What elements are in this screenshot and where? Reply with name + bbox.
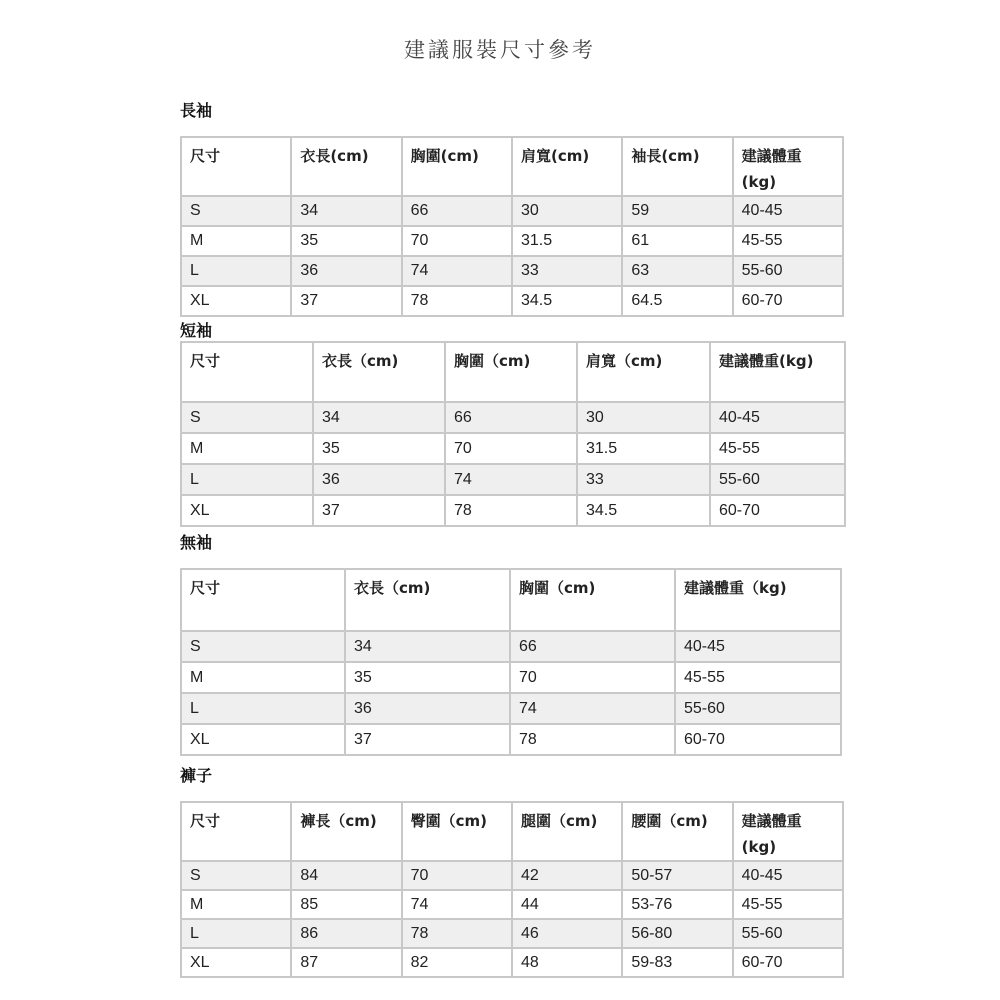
table-cell: 53-76 [622, 890, 732, 919]
table-cell: 33 [577, 464, 710, 495]
table-row [181, 286, 843, 316]
section-title-long-sleeve: 長袖 [180, 101, 213, 120]
table-row [181, 861, 843, 890]
table-cell: 45-55 [675, 662, 841, 693]
table-cell: S [181, 402, 313, 433]
table-cell: 74 [402, 256, 512, 286]
header-length: 衣長（cm) [345, 569, 510, 631]
table-cell: 30 [512, 196, 622, 226]
table-cell: 37 [345, 724, 510, 755]
table-cell: 42 [512, 861, 622, 890]
table-cell: XL [181, 286, 291, 316]
table-cell: 50-57 [622, 861, 732, 890]
table-cell: 78 [402, 286, 512, 316]
table-cell: 45-55 [733, 226, 843, 256]
table-cell: S [181, 196, 291, 226]
section-title-sleeveless: 無袖 [180, 533, 213, 552]
table-cell: 84 [291, 861, 401, 890]
table-cell: 30 [577, 402, 710, 433]
header-shoulder: 肩寬(cm) [512, 137, 622, 196]
table-cell: 34 [345, 631, 510, 662]
table-cell: 40-45 [733, 861, 843, 890]
table-cell: 70 [402, 226, 512, 256]
table-cell: 55-60 [733, 256, 843, 286]
table-row [181, 724, 841, 755]
table-cell: 82 [402, 948, 512, 977]
pants-size-table [180, 801, 844, 978]
header-shoulder: 肩寬（cm) [577, 342, 710, 402]
table-cell: 61 [622, 226, 732, 256]
header-size: 尺寸 [181, 569, 345, 631]
short-sleeve-size-table [180, 341, 846, 527]
table-cell: 70 [445, 433, 577, 464]
header-pants-length: 褲長（cm) [291, 802, 401, 861]
header-length: 衣長（cm) [313, 342, 445, 402]
table-cell: 64.5 [622, 286, 732, 316]
table-cell: 31.5 [577, 433, 710, 464]
table-row [181, 919, 843, 948]
table-row [181, 662, 841, 693]
table-cell: 63 [622, 256, 732, 286]
table-cell: 60-70 [733, 286, 843, 316]
table-cell: XL [181, 948, 291, 977]
header-weight: 建議體重(kg) [733, 802, 843, 861]
table-cell: 40-45 [675, 631, 841, 662]
long-sleeve-size-table [180, 136, 844, 317]
table-cell: XL [181, 495, 313, 526]
table-row [181, 256, 843, 286]
section-title-pants: 褲子 [180, 766, 213, 785]
table-cell: 70 [510, 662, 675, 693]
table-cell: 60-70 [710, 495, 845, 526]
header-chest: 胸圍(cm) [402, 137, 512, 196]
table-row [181, 196, 843, 226]
table-cell: 85 [291, 890, 401, 919]
header-sleeve: 袖長(cm) [622, 137, 732, 196]
table-cell: 35 [345, 662, 510, 693]
table-cell: 55-60 [733, 919, 843, 948]
table-cell: 36 [345, 693, 510, 724]
table-cell: L [181, 693, 345, 724]
table-cell: 86 [291, 919, 401, 948]
table-cell: 74 [402, 890, 512, 919]
table-cell: S [181, 861, 291, 890]
table-cell: 36 [313, 464, 445, 495]
header-size: 尺寸 [181, 137, 291, 196]
table-cell: L [181, 464, 313, 495]
table-row [181, 402, 845, 433]
table-row [181, 433, 845, 464]
section-title-short-sleeve: 短袖 [180, 321, 213, 340]
table-cell: 36 [291, 256, 401, 286]
table-cell: 56-80 [622, 919, 732, 948]
header-size: 尺寸 [181, 342, 313, 402]
header-weight: 建議體重（kg) [675, 569, 841, 631]
table-cell: 37 [313, 495, 445, 526]
table-cell: 35 [291, 226, 401, 256]
table-cell: M [181, 433, 313, 464]
table-cell: 87 [291, 948, 401, 977]
table-cell: 74 [445, 464, 577, 495]
table-cell: 34 [313, 402, 445, 433]
table-cell: L [181, 256, 291, 286]
table-cell: 78 [510, 724, 675, 755]
table-cell: 60-70 [675, 724, 841, 755]
table-cell: L [181, 919, 291, 948]
table-cell: 44 [512, 890, 622, 919]
header-weight: 建議體重(kg) [733, 137, 843, 196]
table-row [181, 495, 845, 526]
header-waist: 腰圍（cm) [622, 802, 732, 861]
header-thigh: 腿圍（cm) [512, 802, 622, 861]
table-cell: 45-55 [733, 890, 843, 919]
table-cell: 46 [512, 919, 622, 948]
header-size: 尺寸 [181, 802, 291, 861]
header-chest: 胸圍（cm) [510, 569, 675, 631]
table-cell: 55-60 [675, 693, 841, 724]
table-cell: XL [181, 724, 345, 755]
table-cell: 70 [402, 861, 512, 890]
table-cell: 34 [291, 196, 401, 226]
table-cell: 48 [512, 948, 622, 977]
table-cell: 33 [512, 256, 622, 286]
header-length: 衣長(cm) [291, 137, 401, 196]
table-row [181, 464, 845, 495]
table-cell: M [181, 890, 291, 919]
table-cell: 74 [510, 693, 675, 724]
table-row [181, 631, 841, 662]
table-cell: 66 [402, 196, 512, 226]
table-cell: 55-60 [710, 464, 845, 495]
table-cell: M [181, 226, 291, 256]
table-cell: 66 [445, 402, 577, 433]
sleeveless-size-table [180, 568, 842, 756]
table-cell: 59-83 [622, 948, 732, 977]
table-row [181, 948, 843, 977]
table-cell: 59 [622, 196, 732, 226]
table-row [181, 890, 843, 919]
table-cell: 66 [510, 631, 675, 662]
table-cell: 78 [402, 919, 512, 948]
table-row [181, 693, 841, 724]
table-cell: 40-45 [733, 196, 843, 226]
table-cell: 35 [313, 433, 445, 464]
table-cell: 60-70 [733, 948, 843, 977]
table-cell: M [181, 662, 345, 693]
header-chest: 胸圍（cm) [445, 342, 577, 402]
table-cell: 37 [291, 286, 401, 316]
table-cell: 78 [445, 495, 577, 526]
table-cell: S [181, 631, 345, 662]
table-cell: 45-55 [710, 433, 845, 464]
header-hip: 臀圍（cm) [402, 802, 512, 861]
header-weight: 建議體重(kg) [710, 342, 845, 402]
table-cell: 34.5 [577, 495, 710, 526]
table-cell: 31.5 [512, 226, 622, 256]
table-cell: 40-45 [710, 402, 845, 433]
page-title: 建議服裝尺寸參考 [404, 38, 596, 62]
table-cell: 34.5 [512, 286, 622, 316]
table-row [181, 226, 843, 256]
